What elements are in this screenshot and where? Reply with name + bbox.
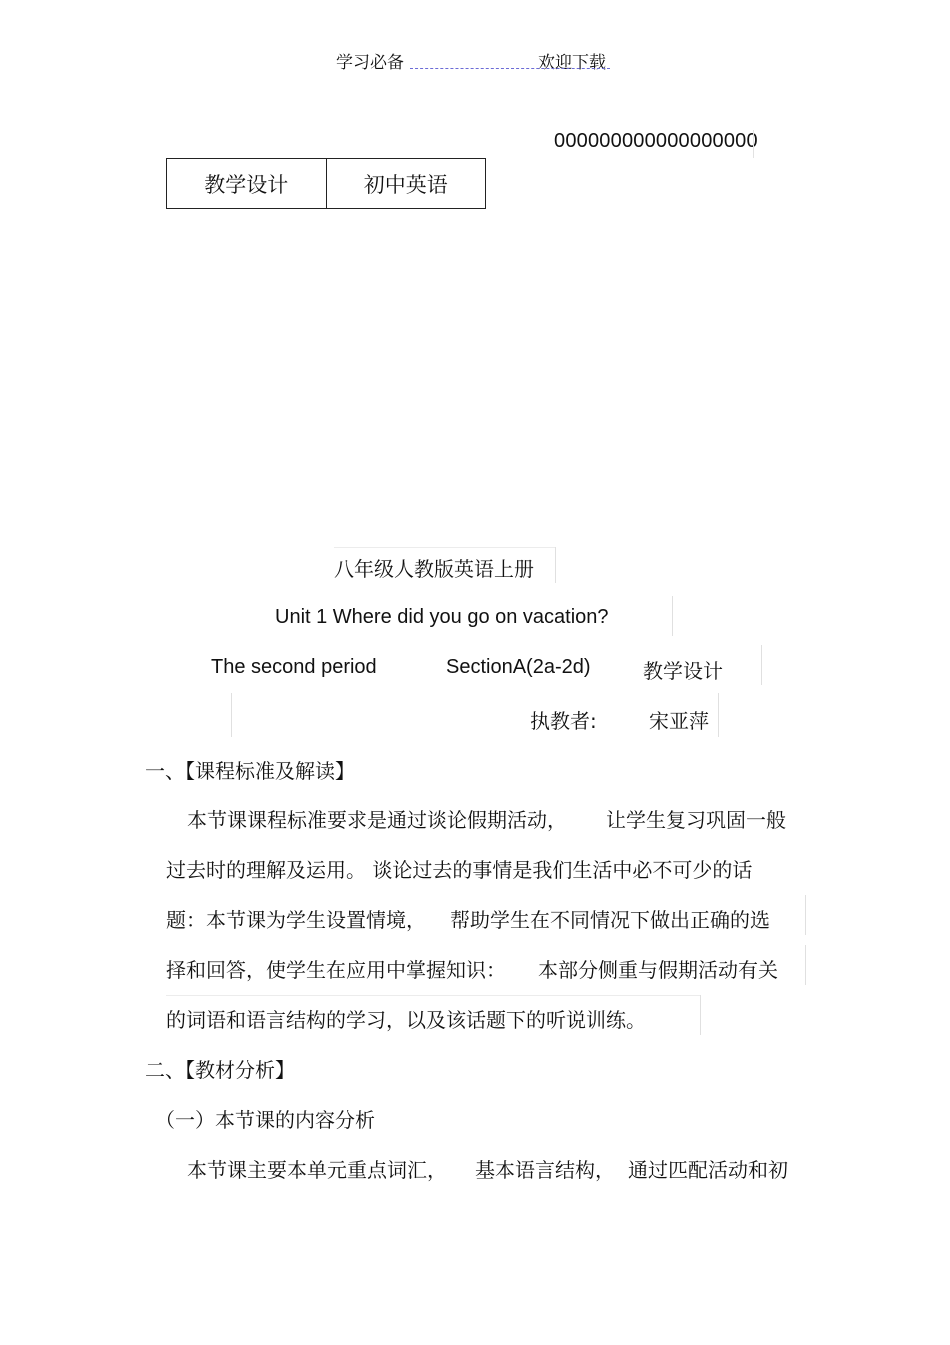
section-heading-materials: 二、【教材分析】 [145,1058,295,1082]
divider [700,995,701,1035]
title-unit: Unit 1 Where did you go on vacation? [275,606,609,628]
teacher-label: 执教者: [530,709,597,733]
title-design: 教学设计 [643,659,723,683]
paragraph-line: 本节课主要本单元重点词汇， [187,1158,447,1182]
paragraph-line: 通过匹配活动和初 [628,1158,788,1182]
section-heading-standards: 一、【课程标准及解读】 [145,759,355,783]
divider [761,645,762,685]
paragraph-line: 本部分侧重与假期活动有关 [538,958,778,982]
header-left-text: 学习必备 [336,53,404,73]
title-section: SectionA(2a-2d) [446,656,591,678]
paragraph-line: 过去时的理解及运用。 谈论过去的事情是我们生活中必不可少的话 [166,858,753,882]
paragraph-line: 题：本节课为学生设置情境， [166,908,426,932]
label-cell-design: 教学设计 [204,172,289,197]
header-dashed-rule [410,68,610,69]
paragraph-line: 择和回答，使学生在应用中掌握知识： [166,958,506,982]
divider [672,596,673,636]
divider [753,130,754,158]
divider [555,547,556,583]
document-code: 000000000000000000 [554,130,758,152]
divider [166,995,700,996]
header-right-text: 欢迎下载 [538,53,606,73]
divider [334,547,555,548]
paragraph-line: 帮助学生在不同情况下做出正确的选 [450,908,770,932]
paragraph-line: 基本语言结构， [475,1158,615,1182]
title-grade-book: 八年级人教版英语上册 [334,557,534,581]
label-table [166,158,486,209]
paragraph-line: 让学生复习巩固一般 [606,808,786,832]
title-period: The second period [211,656,377,678]
sub-heading-content: （一）本节课的内容分析 [155,1108,375,1132]
divider [718,693,719,737]
divider [805,945,806,985]
label-cell-subject: 初中英语 [326,159,486,208]
paragraph-line: 的词语和语言结构的学习，以及该话题下的听说训练。 [166,1008,646,1032]
divider [805,895,806,935]
divider [231,693,232,737]
teacher-name: 宋亚萍 [649,709,709,733]
paragraph-line: 本节课课程标准要求是通过谈论假期活动， [187,808,567,832]
